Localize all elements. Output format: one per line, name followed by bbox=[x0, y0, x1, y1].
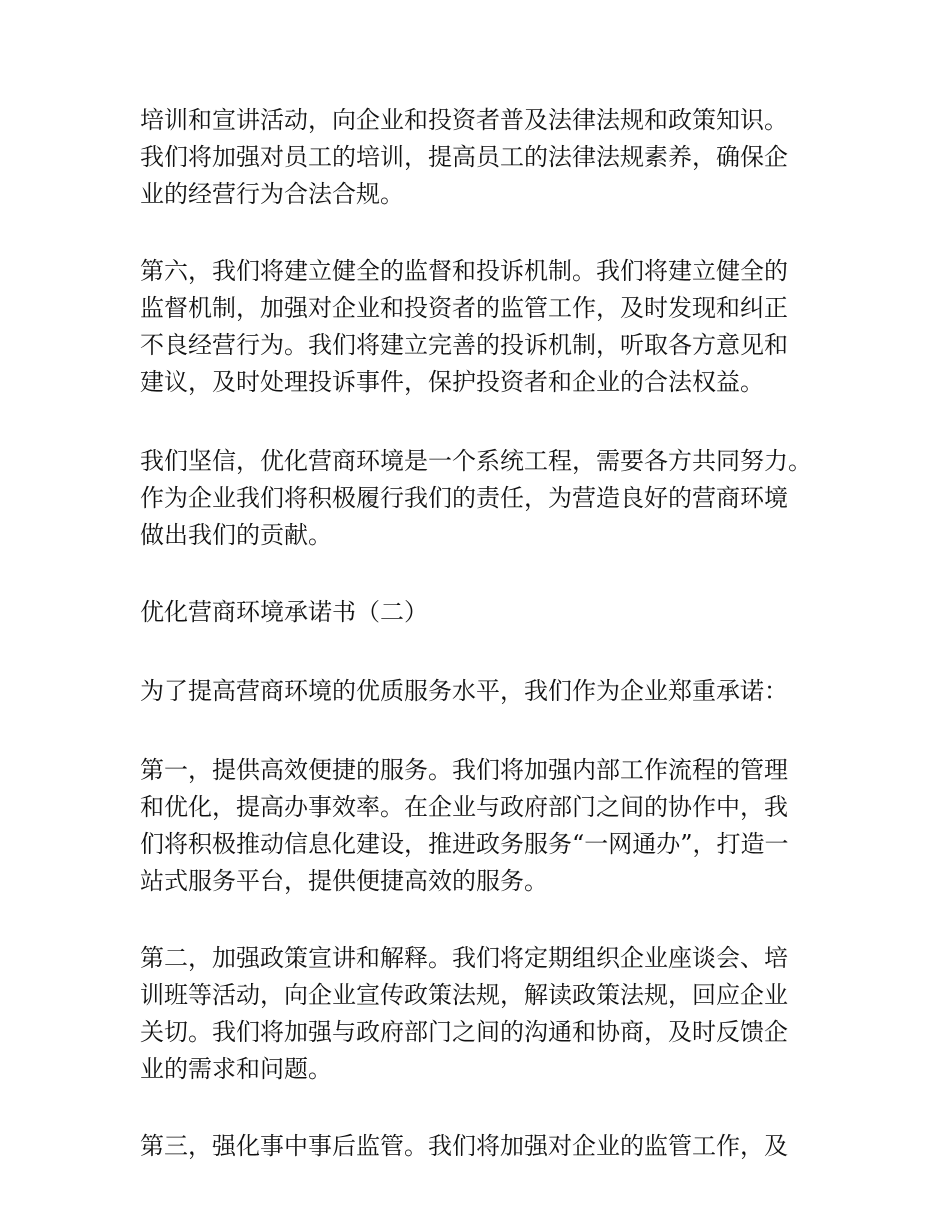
text-line: 业的需求和问题。 bbox=[140, 1055, 332, 1083]
text-line: 培训和宣讲活动，向企业和投资者普及法律法规和政策知识。 bbox=[140, 106, 788, 134]
text-line: 作为企业我们将积极履行我们的责任，为营造良好的营商环境 bbox=[140, 484, 788, 512]
text-line: 训班等活动，向企业宣传政策法规，解读政策法规，回应企业 bbox=[140, 981, 788, 1009]
paragraph-intro bbox=[140, 673, 830, 710]
paragraph-3 bbox=[140, 443, 830, 554]
text-line: 站式服务平台，提供便捷高效的服务。 bbox=[140, 867, 548, 895]
paragraph-spacer bbox=[140, 900, 830, 940]
text-line: 们将积极推动信息化建设，推进政务服务“一网通办”，打造一 bbox=[140, 830, 789, 858]
document-page bbox=[140, 102, 830, 1165]
paragraph-point-3 bbox=[140, 1128, 830, 1165]
paragraph-spacer bbox=[140, 401, 830, 443]
text-line: 建议，及时处理投诉事件，保护投资者和企业的合法权益。 bbox=[140, 368, 764, 396]
section-heading bbox=[140, 594, 830, 631]
paragraph-spacer bbox=[140, 710, 830, 752]
paragraph-spacer bbox=[140, 631, 830, 673]
text-line: 业的经营行为合法合规。 bbox=[140, 180, 404, 208]
heading-line: 优化营商环境承诺书（二） bbox=[140, 598, 428, 626]
text-line: 第二，加强政策宣讲和解释。我们将定期组织企业座谈会、培 bbox=[140, 944, 788, 972]
text-line: 监督机制，加强对企业和投资者的监管工作，及时发现和纠正 bbox=[140, 294, 788, 322]
text-line: 关切。我们将加强与政府部门之间的沟通和协商，及时反馈企 bbox=[140, 1018, 788, 1046]
paragraph-spacer bbox=[140, 213, 830, 253]
paragraph-spacer bbox=[140, 1088, 830, 1128]
text-line: 我们坚信，优化营商环境是一个系统工程，需要各方共同努力。 bbox=[140, 447, 812, 475]
paragraph-point-1 bbox=[140, 752, 830, 900]
text-line: 我们将加强对员工的培训，提高员工的法律法规素养，确保企 bbox=[140, 143, 788, 171]
text-line: 为了提高营商环境的优质服务水平，我们作为企业郑重承诺： bbox=[140, 677, 788, 705]
text-line: 不良经营行为。我们将建立完善的投诉机制，听取各方意见和 bbox=[140, 331, 788, 359]
text-line: 第六，我们将建立健全的监督和投诉机制。我们将建立健全的 bbox=[140, 257, 788, 285]
text-line: 和优化，提高办事效率。在企业与政府部门之间的协作中，我 bbox=[140, 793, 788, 821]
paragraph-spacer bbox=[140, 554, 830, 594]
paragraph-2 bbox=[140, 253, 830, 401]
paragraph-point-2 bbox=[140, 940, 830, 1088]
text-line: 做出我们的贡献。 bbox=[140, 521, 332, 549]
text-line: 第一，提供高效便捷的服务。我们将加强内部工作流程的管理 bbox=[140, 756, 788, 784]
text-line: 第三，强化事中事后监管。我们将加强对企业的监管工作，及 bbox=[140, 1132, 788, 1160]
paragraph-1 bbox=[140, 102, 830, 213]
